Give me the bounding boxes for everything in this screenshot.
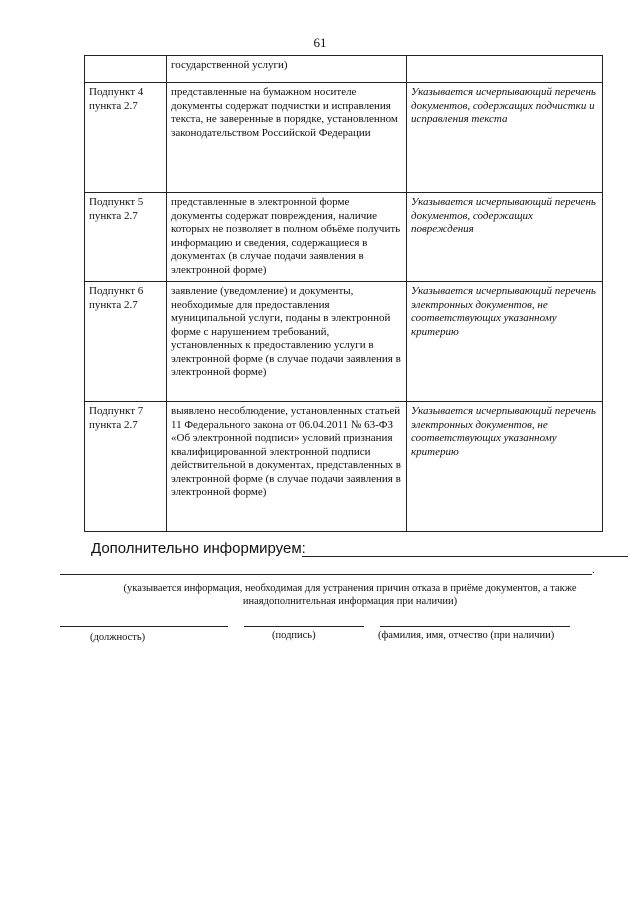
ground-ref-cell: Подпункт 4 пункта 2.7 — [85, 83, 167, 193]
ground-ref-cell: Подпункт 5 пункта 2.7 — [85, 193, 167, 282]
refusal-grounds-table — [84, 55, 603, 532]
table-row — [85, 56, 603, 83]
signature-field[interactable] — [244, 626, 364, 627]
additional-info-field-line2[interactable] — [60, 574, 592, 575]
ground-ref-cell: Подпункт 6 пункта 2.7 — [85, 282, 167, 402]
table-row — [85, 402, 603, 532]
table-row — [85, 193, 603, 282]
ground-description-cell: представленные в электронной форме документы содержат повреждения, наличие которых не позволяет в полном объёме получить информацию и сведения, содержащиеся в документах (в случае подачи заявления в электронной форме) — [167, 193, 407, 282]
ground-explanation-cell: Указывается исчерпывающий перечень документов, содержащих повреждения — [407, 193, 603, 282]
ground-explanation-cell: Указывается исчерпывающий перечень документов, содержащих подчистки и исправления текста — [407, 83, 603, 193]
line-end-mark: . — [592, 564, 595, 576]
ground-explanation-cell: Указывается исчерпывающий перечень электронных документов, не соответствующих указанному критерию — [407, 282, 603, 402]
ground-ref-cell — [85, 56, 167, 83]
additional-info-field[interactable] — [302, 556, 628, 557]
ground-description-cell: выявлено несоблюдение, установленных статьей 11 Федерального закона от 06.04.2011 № 63-ФЗ «Об электронной подписи» условий признания квалифицированной электронной подписи действительной в документах, представленных в электронной форме (в случае подачи заявления в электронной форме) — [167, 402, 407, 532]
note-line-1: (указывается информация, необходимая для устранения причин отказа в приёме документов, а также — [123, 583, 577, 594]
table-row — [85, 83, 603, 193]
signature-label: (подпись) — [272, 630, 316, 641]
note-line-2: инаядополнительная информация при наличии) — [242, 596, 458, 607]
full-name-field[interactable] — [380, 626, 570, 627]
full-name-label: (фамилия, имя, отчество (при наличии) — [378, 630, 555, 641]
ground-ref-cell: Подпункт 7 пункта 2.7 — [85, 402, 167, 532]
position-field[interactable] — [60, 626, 228, 627]
ground-description-cell: государственной услуги) — [167, 56, 407, 83]
additional-info-note — [100, 582, 600, 608]
table-row — [85, 282, 603, 402]
position-label: (должность) — [90, 632, 146, 643]
ground-description-cell: заявление (уведомление) и документы, необходимые для предоставления муниципальной услуги, поданы в электронной форме с нарушением требований, установленных к предоставлению услуги в электронной форме (в случае подачи заявления в электронной форме) — [167, 282, 407, 402]
ground-explanation-cell — [407, 56, 603, 83]
ground-description-cell: представленные на бумажном носителе документы содержат подчистки и исправления текста, не заверенные в порядке, установленном законодательством Российской Федерации — [167, 83, 407, 193]
additional-info-label: Дополнительно информируем: — [91, 540, 306, 557]
ground-explanation-cell: Указывается исчерпывающий перечень электронных документов, не соответствующих указанному критерию — [407, 402, 603, 532]
page-number: 61 — [313, 35, 327, 50]
